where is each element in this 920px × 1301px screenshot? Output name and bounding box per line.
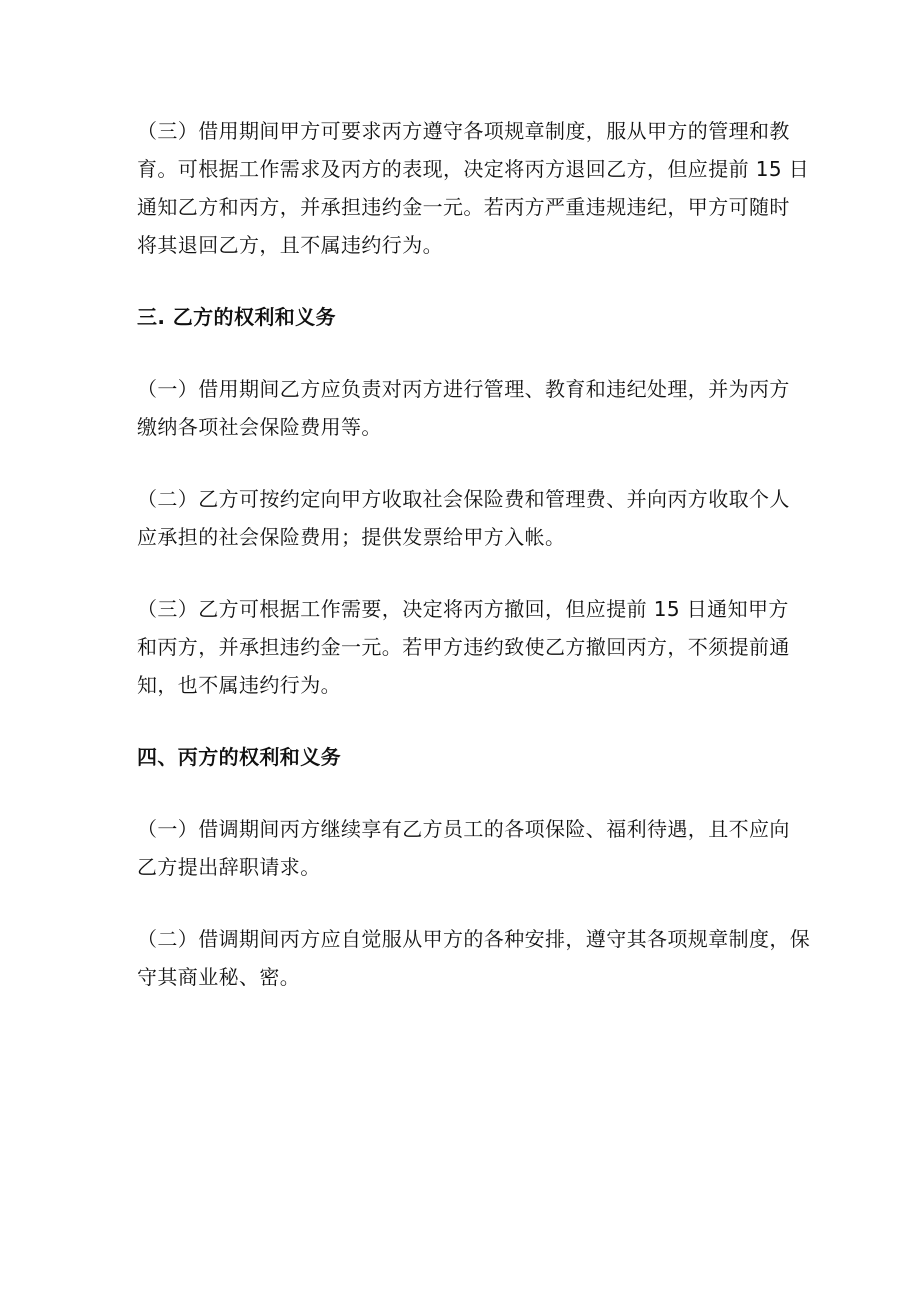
text-line: 缴纳各项社会保险费用等。 [137, 415, 382, 439]
text-line: （一）借调期间丙方继续享有乙方员工的各项保险、福利待遇，且不应向 [137, 817, 790, 841]
document-body [137, 112, 811, 1030]
text-line: 知，也不属违约行为。 [137, 673, 341, 697]
text-line: （一）借用期间乙方应负责对丙方进行管理、教育和违纪处理，并为丙方 [137, 377, 790, 401]
text-line: 和丙方，并承担违约金一元。若甲方违约致使乙方撤回丙方，不须提前通 [137, 635, 790, 659]
text-line: （二）借调期间丙方应自觉服从甲方的各种安排，遵守其各项规章制度，保 [137, 927, 811, 951]
text-line: （三）乙方可根据工作需要，决定将丙方撤回，但应提前 15 日通知甲方 [137, 597, 789, 621]
text-line: 育。可根据工作需求及丙方的表现，决定将丙方退回乙方，但应提前 15 日 [137, 157, 810, 181]
paragraph-party-a-clause-3 [137, 112, 810, 264]
text-line: 乙方提出辞职请求。 [137, 855, 321, 879]
text-line: （二）乙方可按约定向甲方收取社会保险费和管理费、并向丙方收取个人 [137, 487, 790, 511]
paragraph-party-b-clause-2 [137, 480, 797, 556]
section-heading-party-c: 四、丙方的权利和义务 [137, 745, 341, 769]
text-line: （三）借用期间甲方可要求丙方遵守各项规章制度，服从甲方的管理和教 [137, 119, 790, 143]
text-line: 将其退回乙方，且不属违约行为。 [137, 233, 443, 257]
paragraph-party-c-clause-1 [137, 810, 797, 886]
paragraph-party-c-clause-2 [137, 920, 811, 996]
text-line: 应承担的社会保险费用；提供发票给甲方入帐。 [137, 525, 566, 549]
section-heading-party-b: 三. 乙方的权利和义务 [137, 305, 336, 329]
paragraph-party-b-clause-1 [137, 370, 797, 446]
text-line: 通知乙方和丙方，并承担违约金一元。若丙方严重违规违纪，甲方可随时 [137, 195, 790, 219]
paragraph-party-b-clause-3 [137, 590, 797, 704]
text-line: 守其商业秘、密。 [137, 965, 301, 989]
